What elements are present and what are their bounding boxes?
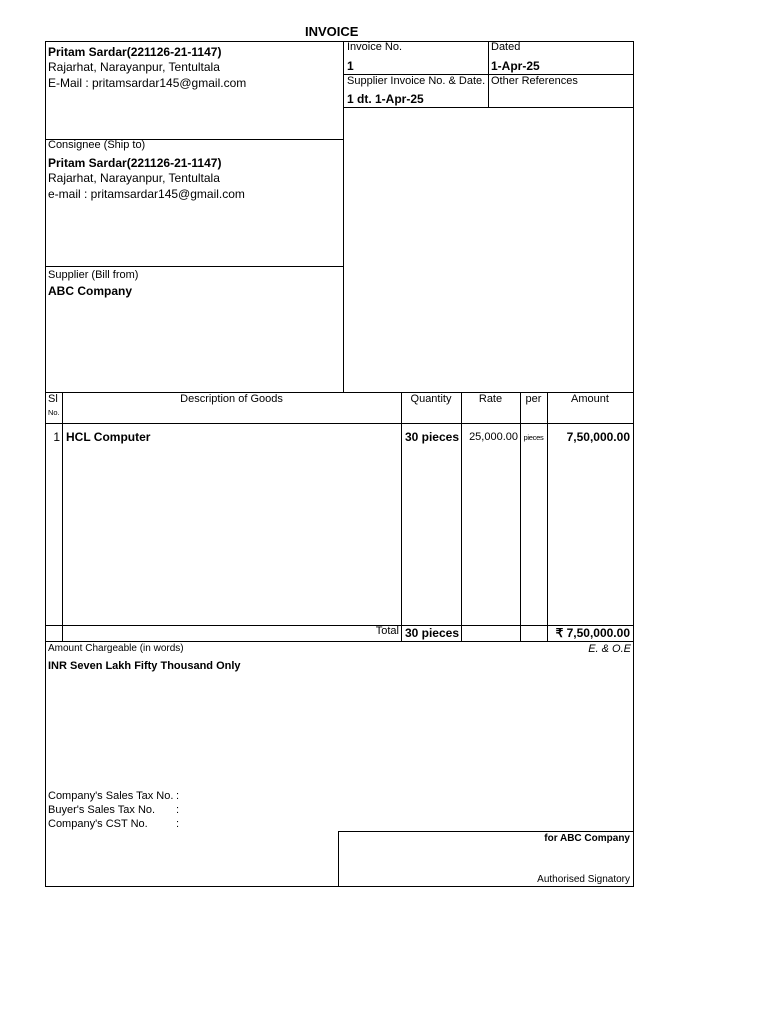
- buyer-email: E-Mail : pritamsardar145@gmail.com: [48, 76, 247, 90]
- row-description: HCL Computer: [66, 430, 151, 444]
- buyer-address: Rajarhat, Narayanpur, Tentultala: [48, 60, 220, 74]
- other-references-label: Other References: [491, 75, 578, 87]
- table-total-bottom: [45, 641, 633, 642]
- col-divider-sl: [62, 392, 63, 641]
- supplier-label: Supplier (Bill from): [48, 269, 139, 281]
- header-amount: Amount: [571, 393, 609, 405]
- supplier-invoice-value: 1 dt. 1-Apr-25: [347, 92, 424, 106]
- header-per: per: [525, 393, 542, 405]
- buyer-sales-tax-sep: :: [176, 804, 180, 816]
- signature-box-top: [338, 831, 633, 832]
- buyer-name: Pritam Sardar(221126-21-1147): [48, 45, 222, 59]
- company-cst-sep: :: [176, 818, 180, 830]
- signature-box-left: [338, 831, 339, 887]
- total-label: Total: [375, 625, 399, 637]
- header-sl: Sl: [48, 393, 58, 405]
- consignee-label: Consignee (Ship to): [48, 139, 146, 151]
- invoice-meta-bottom: [343, 107, 633, 108]
- dated-value: 1-Apr-25: [491, 59, 540, 73]
- invoice-no-label: Invoice No.: [347, 41, 403, 53]
- frame-bottom: [45, 886, 634, 887]
- amount-words-label: Amount Chargeable (in words): [48, 643, 184, 654]
- total-quantity: 30 pieces: [404, 626, 459, 640]
- eoe-text: E. & O.E: [588, 643, 631, 655]
- table-header-bottom: [45, 423, 633, 424]
- frame-left: [45, 41, 46, 887]
- invoice-no-value: 1: [347, 59, 354, 73]
- col-divider-per: [547, 392, 548, 641]
- header-description: Description of Goods: [180, 393, 283, 405]
- consignee-email: e-mail : pritamsardar145@gmail.com: [48, 187, 245, 201]
- supplier-name: ABC Company: [48, 284, 133, 298]
- page-title: INVOICE: [305, 24, 359, 39]
- company-sales-tax-sep: :: [176, 790, 180, 802]
- buyer-sales-tax-label: Buyer's Sales Tax No.: [48, 804, 156, 816]
- header-quantity: Quantity: [410, 393, 452, 405]
- row-per: pieces: [523, 433, 544, 442]
- row-rate: 25,000.00: [469, 431, 518, 443]
- row-amount: 7,50,000.00: [566, 430, 630, 444]
- amount-words-value: INR Seven Lakh Fifty Thousand Only: [48, 660, 241, 672]
- col-divider-qty: [461, 392, 462, 641]
- consignee-divider: [45, 266, 343, 267]
- frame-right: [633, 41, 634, 887]
- consignee-name: Pritam Sardar(221126-21-1147): [48, 156, 222, 170]
- frame-top: [45, 41, 634, 42]
- header-rate: Rate: [478, 393, 503, 405]
- header-sl-no: No.: [48, 408, 60, 417]
- row-quantity: 30 pieces: [404, 430, 459, 444]
- col-divider-rate: [520, 392, 521, 641]
- supplier-invoice-label: Supplier Invoice No. & Date.: [347, 75, 486, 87]
- dated-label: Dated: [491, 41, 521, 53]
- company-cst-label: Company's CST No.: [48, 818, 148, 830]
- row-sl: 1: [53, 430, 60, 444]
- table-top: [45, 392, 633, 393]
- for-company-label: for ABC Company: [544, 833, 630, 844]
- company-sales-tax-label: Company's Sales Tax No.: [48, 790, 174, 802]
- header-split: [343, 41, 344, 393]
- col-divider-desc: [401, 392, 402, 641]
- consignee-address: Rajarhat, Narayanpur, Tentultala: [48, 171, 220, 185]
- authorised-signatory-label: Authorised Signatory: [537, 874, 630, 885]
- total-amount: ₹ 7,50,000.00: [555, 626, 630, 640]
